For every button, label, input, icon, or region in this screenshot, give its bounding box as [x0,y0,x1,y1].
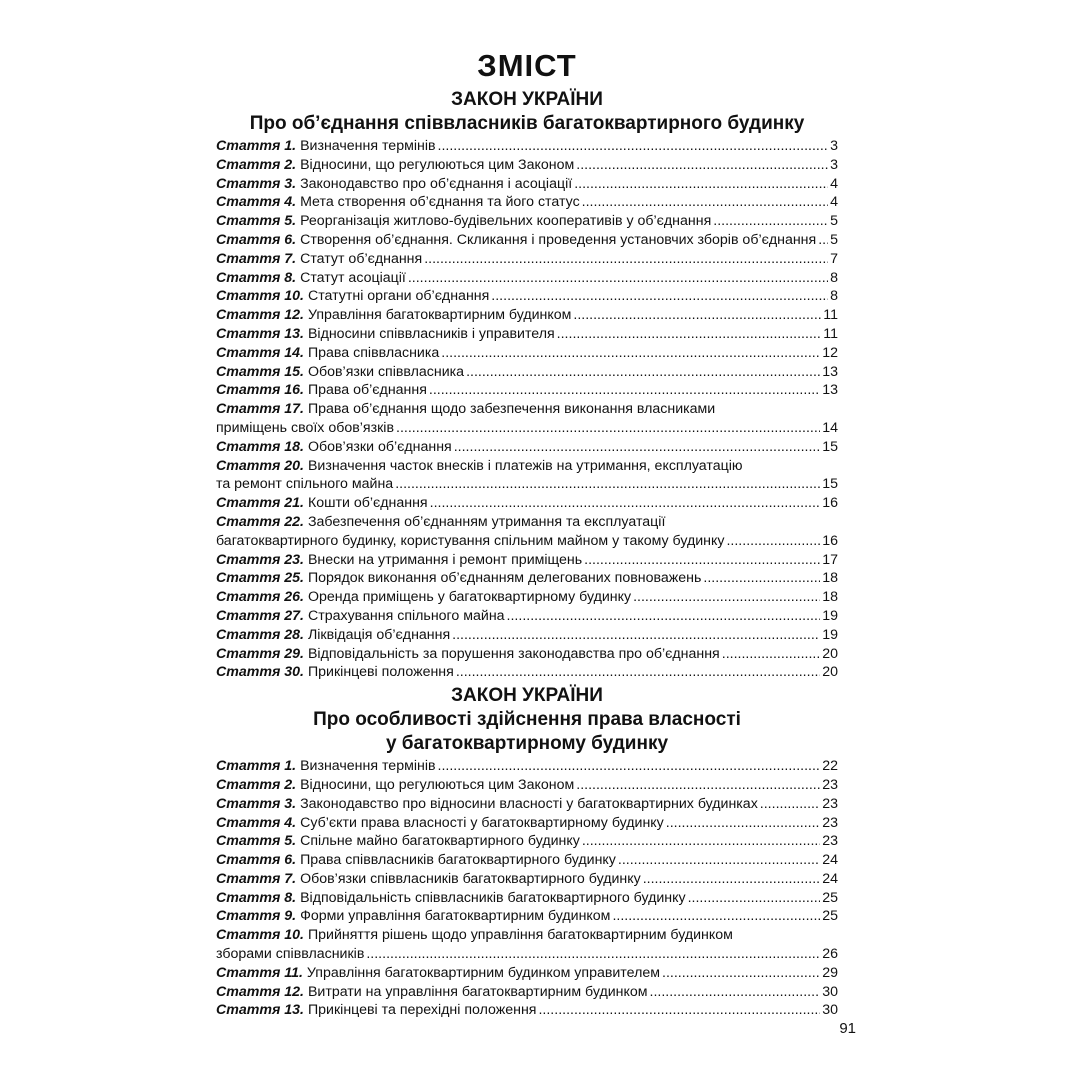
article-number: Стаття 8. [216,269,297,286]
dot-leader [726,532,820,551]
toc-entry[interactable] [216,457,838,495]
toc-page-number: 8 [830,288,838,305]
toc-entry[interactable] [216,757,838,776]
article-title: Порядок виконання об’єднанням делегованих повноважень [307,570,702,587]
dot-leader [650,983,821,1002]
dot-leader [713,212,828,231]
article-title: Права співвласників багатоквартирного будинку [300,852,616,869]
toc-page-number: 8 [830,269,838,286]
toc-entry[interactable] [216,983,838,1002]
toc-page-number: 18 [822,589,838,606]
toc-entry[interactable] [216,795,838,814]
toc-entry-text [216,344,439,363]
article-number: Стаття 1. [216,758,297,775]
toc-page-number: 17 [822,551,838,568]
toc-entry[interactable] [216,569,838,588]
toc-page-number: 30 [822,983,838,1000]
article-title: Права об’єднання щодо забезпечення виконання власниками [307,401,716,418]
dot-leader [395,475,820,494]
toc-page-number: 4 [830,194,838,211]
article-number: Стаття 3. [216,175,297,192]
law-2-section [216,684,838,1020]
article-title: Форми управління багатоквартирним будинком [300,908,611,925]
toc-entry-text [216,231,816,250]
article-number: Стаття 5. [216,213,297,230]
article-title: Відносини співвласників і управителя [307,325,555,342]
article-title: Статут об’єднання [300,250,423,267]
toc-entry-text [216,907,610,926]
toc-page-number: 13 [822,382,838,399]
article-title: Створення об’єднання. Скликання і проведення установчих зборів об’єднання [300,231,817,248]
toc-page-number: 20 [822,645,838,662]
dot-leader [818,231,828,250]
dot-leader [584,551,820,570]
toc-entry[interactable] [216,889,838,908]
toc-entry-line [216,363,838,382]
toc-entry[interactable] [216,907,838,926]
toc-entry-text [216,983,648,1002]
toc-entry-line [216,250,838,269]
article-number: Стаття 8. [216,889,297,906]
toc-entry-line [216,551,838,570]
toc-page-number: 3 [830,138,838,154]
toc-entry-line [216,926,838,945]
toc-page-number: 11 [823,325,838,342]
toc-entry-text [216,137,436,156]
article-number: Стаття 12. [216,307,304,324]
dot-leader [466,363,820,382]
toc-entry-text [216,475,393,494]
article-title: Законодавство про відносини власності у багатоквартирних будинках [300,795,758,812]
dot-leader [438,757,821,776]
article-title: Оренда приміщень у багатоквартирному будинку [307,589,632,606]
toc-entry-text [216,927,733,943]
law-1-subtitle [216,112,838,136]
toc-entry-text [216,514,665,530]
toc-entry-line [216,438,838,457]
toc-entry[interactable] [216,325,838,344]
toc-entry-line [216,269,838,288]
law-2-subtitle-line: Про особливості здійснення права власності [313,709,741,731]
toc-page-number: 23 [822,814,838,831]
toc-entry-line [216,344,838,363]
article-title: Права співвласника [307,344,440,361]
toc-entry-text [216,401,715,417]
toc-entry-text [216,438,452,457]
article-title: Страхування спільного майна [307,607,505,624]
toc-entry-line [216,870,838,889]
toc-entry-text [216,945,364,964]
dot-leader [438,137,829,156]
toc-entry-line [216,945,838,964]
toc-entry[interactable] [216,607,838,626]
toc-entry-line [216,645,838,664]
page-title: ЗМІСТ [477,48,577,83]
article-number: Стаття 23. [216,551,304,568]
toc-entry-text [216,269,406,288]
law-1-section [216,88,838,682]
toc-entry-line [216,569,838,588]
article-number: Стаття 14. [216,344,304,361]
toc-entry-text [216,645,720,664]
dot-leader [452,626,820,645]
toc-entry-line [216,175,838,194]
toc-entry-text [216,1001,536,1020]
toc-entry-text [216,626,450,645]
article-title: Спільне майно багатоквартирного будинку [300,833,580,850]
dot-leader [574,175,828,194]
toc-page-number: 5 [830,213,838,230]
article-number: Стаття 6. [216,231,297,248]
article-title: Відносини, що регулюються цим Законом [300,156,575,173]
toc-entry[interactable] [216,344,838,363]
toc-page-number: 19 [822,626,838,643]
toc-entry-text [216,851,616,870]
toc-entry-line [216,381,838,400]
toc-entry-text [216,287,489,306]
toc-entry-line [216,983,838,1002]
toc-entry-text [216,964,660,983]
article-number: Стаття 13. [216,325,304,342]
dot-leader [722,645,820,664]
article-number: Стаття 12. [216,983,304,1000]
toc-page-number: 20 [822,664,838,681]
toc-entry[interactable] [216,438,838,457]
toc-entry[interactable] [216,231,838,250]
article-number: Стаття 21. [216,495,304,512]
toc-entry[interactable] [216,513,838,551]
article-number: Стаття 6. [216,852,297,869]
law-2-title: ЗАКОН УКРАЇНИ [451,685,603,707]
article-title: Права об’єднання [307,382,427,399]
toc-entry-text [216,381,427,400]
article-number: Стаття 5. [216,833,297,850]
article-title: Прийняття рішень щодо управління багатоквартирним будинком [307,927,733,944]
article-title: Прикінцеві положення [307,664,454,681]
toc-entry[interactable] [216,494,838,513]
law-2-subtitle-line: у багатоквартирному будинку [385,733,669,755]
toc-entry-text [216,551,582,570]
article-title: зборами співвласників [216,946,365,963]
toc-entry-line [216,532,838,551]
toc-page-number: 30 [822,1002,838,1019]
toc-entry-line [216,795,838,814]
toc-entry-text [216,663,454,682]
toc-entry-line [216,400,838,419]
toc-page-number: 25 [822,889,838,906]
toc-entry-text [216,832,580,851]
toc-entry-text [216,814,664,833]
toc-entry-text [216,458,743,474]
toc-entry[interactable] [216,1001,838,1020]
toc-page-number: 22 [822,758,838,775]
toc-entry[interactable] [216,306,838,325]
toc-entry-text [216,419,394,438]
toc-page-number: 25 [822,908,838,925]
article-title: Мета створення об’єднання та його статус [300,194,580,211]
toc-entry-line [216,193,838,212]
article-number: Стаття 22. [216,513,304,530]
article-title: Статут асоціації [300,269,406,286]
dot-leader [454,438,820,457]
page-number: 91 [839,1020,856,1037]
toc-page-number: 29 [822,964,838,981]
toc-entry-line [216,588,838,607]
toc-page-number: 15 [822,438,838,455]
article-title: Відносини, що регулюються цим Законом [300,776,575,793]
toc-entry[interactable] [216,156,838,175]
toc-entry[interactable] [216,381,838,400]
toc-entry-text [216,607,505,626]
toc-entry-line [216,607,838,626]
dot-leader [430,494,821,513]
toc-entry-line [216,457,838,476]
toc-entry-line [216,325,838,344]
toc-entry-line [216,832,838,851]
toc-entry[interactable] [216,926,838,964]
toc-entry-line [216,306,838,325]
toc-entry[interactable] [216,193,838,212]
toc-page-number: 26 [822,946,838,963]
article-title: Відповідальність за порушення законодавства про об’єднання [307,645,720,662]
article-number: Стаття 13. [216,1002,304,1019]
toc-page-number: 16 [822,495,838,512]
dot-leader [582,193,828,212]
toc-page-number: 7 [830,250,838,267]
article-number: Стаття 10. [216,288,304,305]
dot-leader [703,569,820,588]
dot-leader [666,814,820,833]
toc-entry-line [216,475,838,494]
dot-leader [491,287,828,306]
article-title: Управління багатоквартирним будинком [307,307,572,324]
dot-leader [396,419,820,438]
toc-entry-line [216,137,838,156]
toc-page-number: 13 [822,363,838,380]
toc-entry-line [216,776,838,795]
toc-entry-line [216,1001,838,1020]
toc-entry-text [216,212,711,231]
dot-leader [557,325,822,344]
article-number: Стаття 18. [216,438,304,455]
toc-page-number: 12 [822,344,838,361]
toc-entry[interactable] [216,645,838,664]
article-title: Обов’язки співвласників багатоквартирного будинку [300,870,641,887]
dot-leader [612,907,820,926]
toc-entry[interactable] [216,287,838,306]
article-title: приміщень своїх обов’язків [216,419,394,436]
article-title: Внески на утримання і ремонт приміщень [307,551,583,568]
toc-entry-text [216,569,701,588]
toc-entry-line [216,156,838,175]
article-number: Стаття 17. [216,401,304,418]
toc-entry-line [216,513,838,532]
toc-entry-line [216,851,838,870]
dot-leader [643,870,821,889]
toc-entry-text [216,156,574,175]
toc-entry-text [216,776,574,795]
article-title: Обов’язки співвласника [307,363,465,380]
dot-leader [441,344,820,363]
toc-entry-line [216,814,838,833]
toc-entry-text [216,175,572,194]
article-number: Стаття 15. [216,363,304,380]
dot-leader [633,588,820,607]
dot-leader [408,269,828,288]
article-number: Стаття 3. [216,795,297,812]
toc-page-number: 19 [822,607,838,624]
article-number: Стаття 20. [216,457,304,474]
article-title: Забезпечення об’єднанням утримання та експлуатації [307,513,666,530]
article-title: та ремонт спільного майна [216,476,394,493]
article-title: Ліквідація об’єднання [307,626,451,643]
toc-entry-line [216,889,838,908]
law-2-subtitle [216,708,838,756]
article-title: Законодавство про об’єднання і асоціації [300,175,573,192]
article-title: Прикінцеві та перехідні положення [307,1002,537,1019]
toc-page-number: 3 [830,156,838,173]
article-title: Реорганізація житлово-будівельних кооперативів у об’єднання [300,213,712,230]
toc-page-number: 11 [823,307,838,324]
dot-leader [424,250,828,269]
toc-page-number: 23 [822,833,838,850]
article-number: Стаття 27. [216,607,304,624]
table-of-contents [216,44,838,1020]
toc-entry-text [216,870,641,889]
article-number: Стаття 25. [216,570,304,587]
dot-leader [456,663,820,682]
toc-entry[interactable] [216,137,838,156]
toc-entry-text [216,757,436,776]
dot-leader [538,1001,820,1020]
dot-leader [429,381,820,400]
law-2-toc-list [216,757,838,1020]
article-title: Визначення термінів [300,138,436,154]
dot-leader [688,889,821,908]
toc-page-number: 24 [822,870,838,887]
toc-entry[interactable] [216,212,838,231]
article-number: Стаття 29. [216,645,304,662]
dot-leader [618,851,820,870]
toc-entry-line [216,757,838,776]
toc-entry-line [216,494,838,513]
dot-leader [507,607,821,626]
toc-entry-text [216,588,631,607]
article-title: Кошти об’єднання [307,495,428,512]
article-title: Статутні органи об’єднання [307,288,490,305]
article-number: Стаття 26. [216,589,304,606]
article-number: Стаття 30. [216,664,304,681]
toc-entry[interactable] [216,870,838,889]
toc-entry-line [216,231,838,250]
article-number: Стаття 9. [216,908,297,925]
toc-entry-text [216,795,758,814]
toc-page-number: 23 [822,795,838,812]
toc-entry[interactable] [216,663,838,682]
toc-entry[interactable] [216,551,838,570]
toc-page-number: 16 [822,532,838,549]
article-title: Обов’язки об’єднання [307,438,452,455]
article-number: Стаття 7. [216,250,297,267]
article-title: Витрати на управління багатоквартирним будинком [307,983,648,1000]
article-number: Стаття 10. [216,927,304,944]
dot-leader [366,945,820,964]
law-1-title: ЗАКОН УКРАЇНИ [451,89,603,110]
article-title: багатоквартирного будинку, користування спільним майном у такому будинку [216,532,725,549]
article-number: Стаття 2. [216,156,297,173]
toc-entry-text [216,193,580,212]
toc-entry[interactable] [216,250,838,269]
dot-leader [573,306,821,325]
toc-entry-text [216,325,555,344]
toc-entry[interactable] [216,832,838,851]
toc-page-number: 23 [822,776,838,793]
toc-entry-text [216,494,428,513]
toc-entry-line [216,964,838,983]
toc-entry-line [216,212,838,231]
toc-entry-text [216,532,724,551]
dot-leader [582,832,820,851]
toc-entry-text [216,889,686,908]
article-title: Управління багатоквартирним будинком управителем [306,964,660,981]
law-1-subtitle-line: Про об’єднання співвласників багатоквартирного будинку [249,113,805,134]
article-title: Суб’єкти права власності у багатоквартирному будинку [300,814,664,831]
toc-page-number: 5 [830,231,838,248]
toc-entry-line [216,663,838,682]
law-1-toc-list [216,137,838,682]
dot-leader [662,964,820,983]
toc-entry[interactable] [216,269,838,288]
toc-entry-line [216,287,838,306]
article-number: Стаття 11. [216,964,303,981]
toc-entry-line [216,907,838,926]
dot-leader [576,776,820,795]
article-number: Стаття 4. [216,814,297,831]
toc-entry[interactable] [216,814,838,833]
toc-page-number: 18 [822,570,838,587]
article-number: Стаття 4. [216,194,297,211]
article-number: Стаття 16. [216,382,304,399]
dot-leader [760,795,820,814]
toc-entry-text [216,363,464,382]
toc-entry[interactable] [216,964,838,983]
article-number: Стаття 1. [216,138,297,154]
toc-entry-line [216,419,838,438]
toc-entry[interactable] [216,626,838,645]
toc-entry[interactable] [216,851,838,870]
article-number: Стаття 2. [216,776,297,793]
toc-entry[interactable] [216,400,838,438]
toc-entry-line [216,626,838,645]
toc-entry[interactable] [216,588,838,607]
toc-page-number: 14 [822,419,838,436]
toc-entry[interactable] [216,776,838,795]
toc-entry[interactable] [216,175,838,194]
toc-page-number: 24 [822,852,838,869]
toc-entry-text [216,306,571,325]
article-title: Визначення термінів [300,758,436,775]
toc-entry[interactable] [216,363,838,382]
article-title: Відповідальність співвласників багатоквартирного будинку [300,889,686,906]
article-number: Стаття 28. [216,626,304,643]
toc-page-number: 4 [830,175,838,192]
toc-entry-text [216,250,422,269]
article-title: Визначення часток внесків і платежів на утримання, експлуатацію [307,457,743,474]
article-number: Стаття 7. [216,870,297,887]
dot-leader [576,156,828,175]
toc-page-number: 15 [822,476,838,493]
